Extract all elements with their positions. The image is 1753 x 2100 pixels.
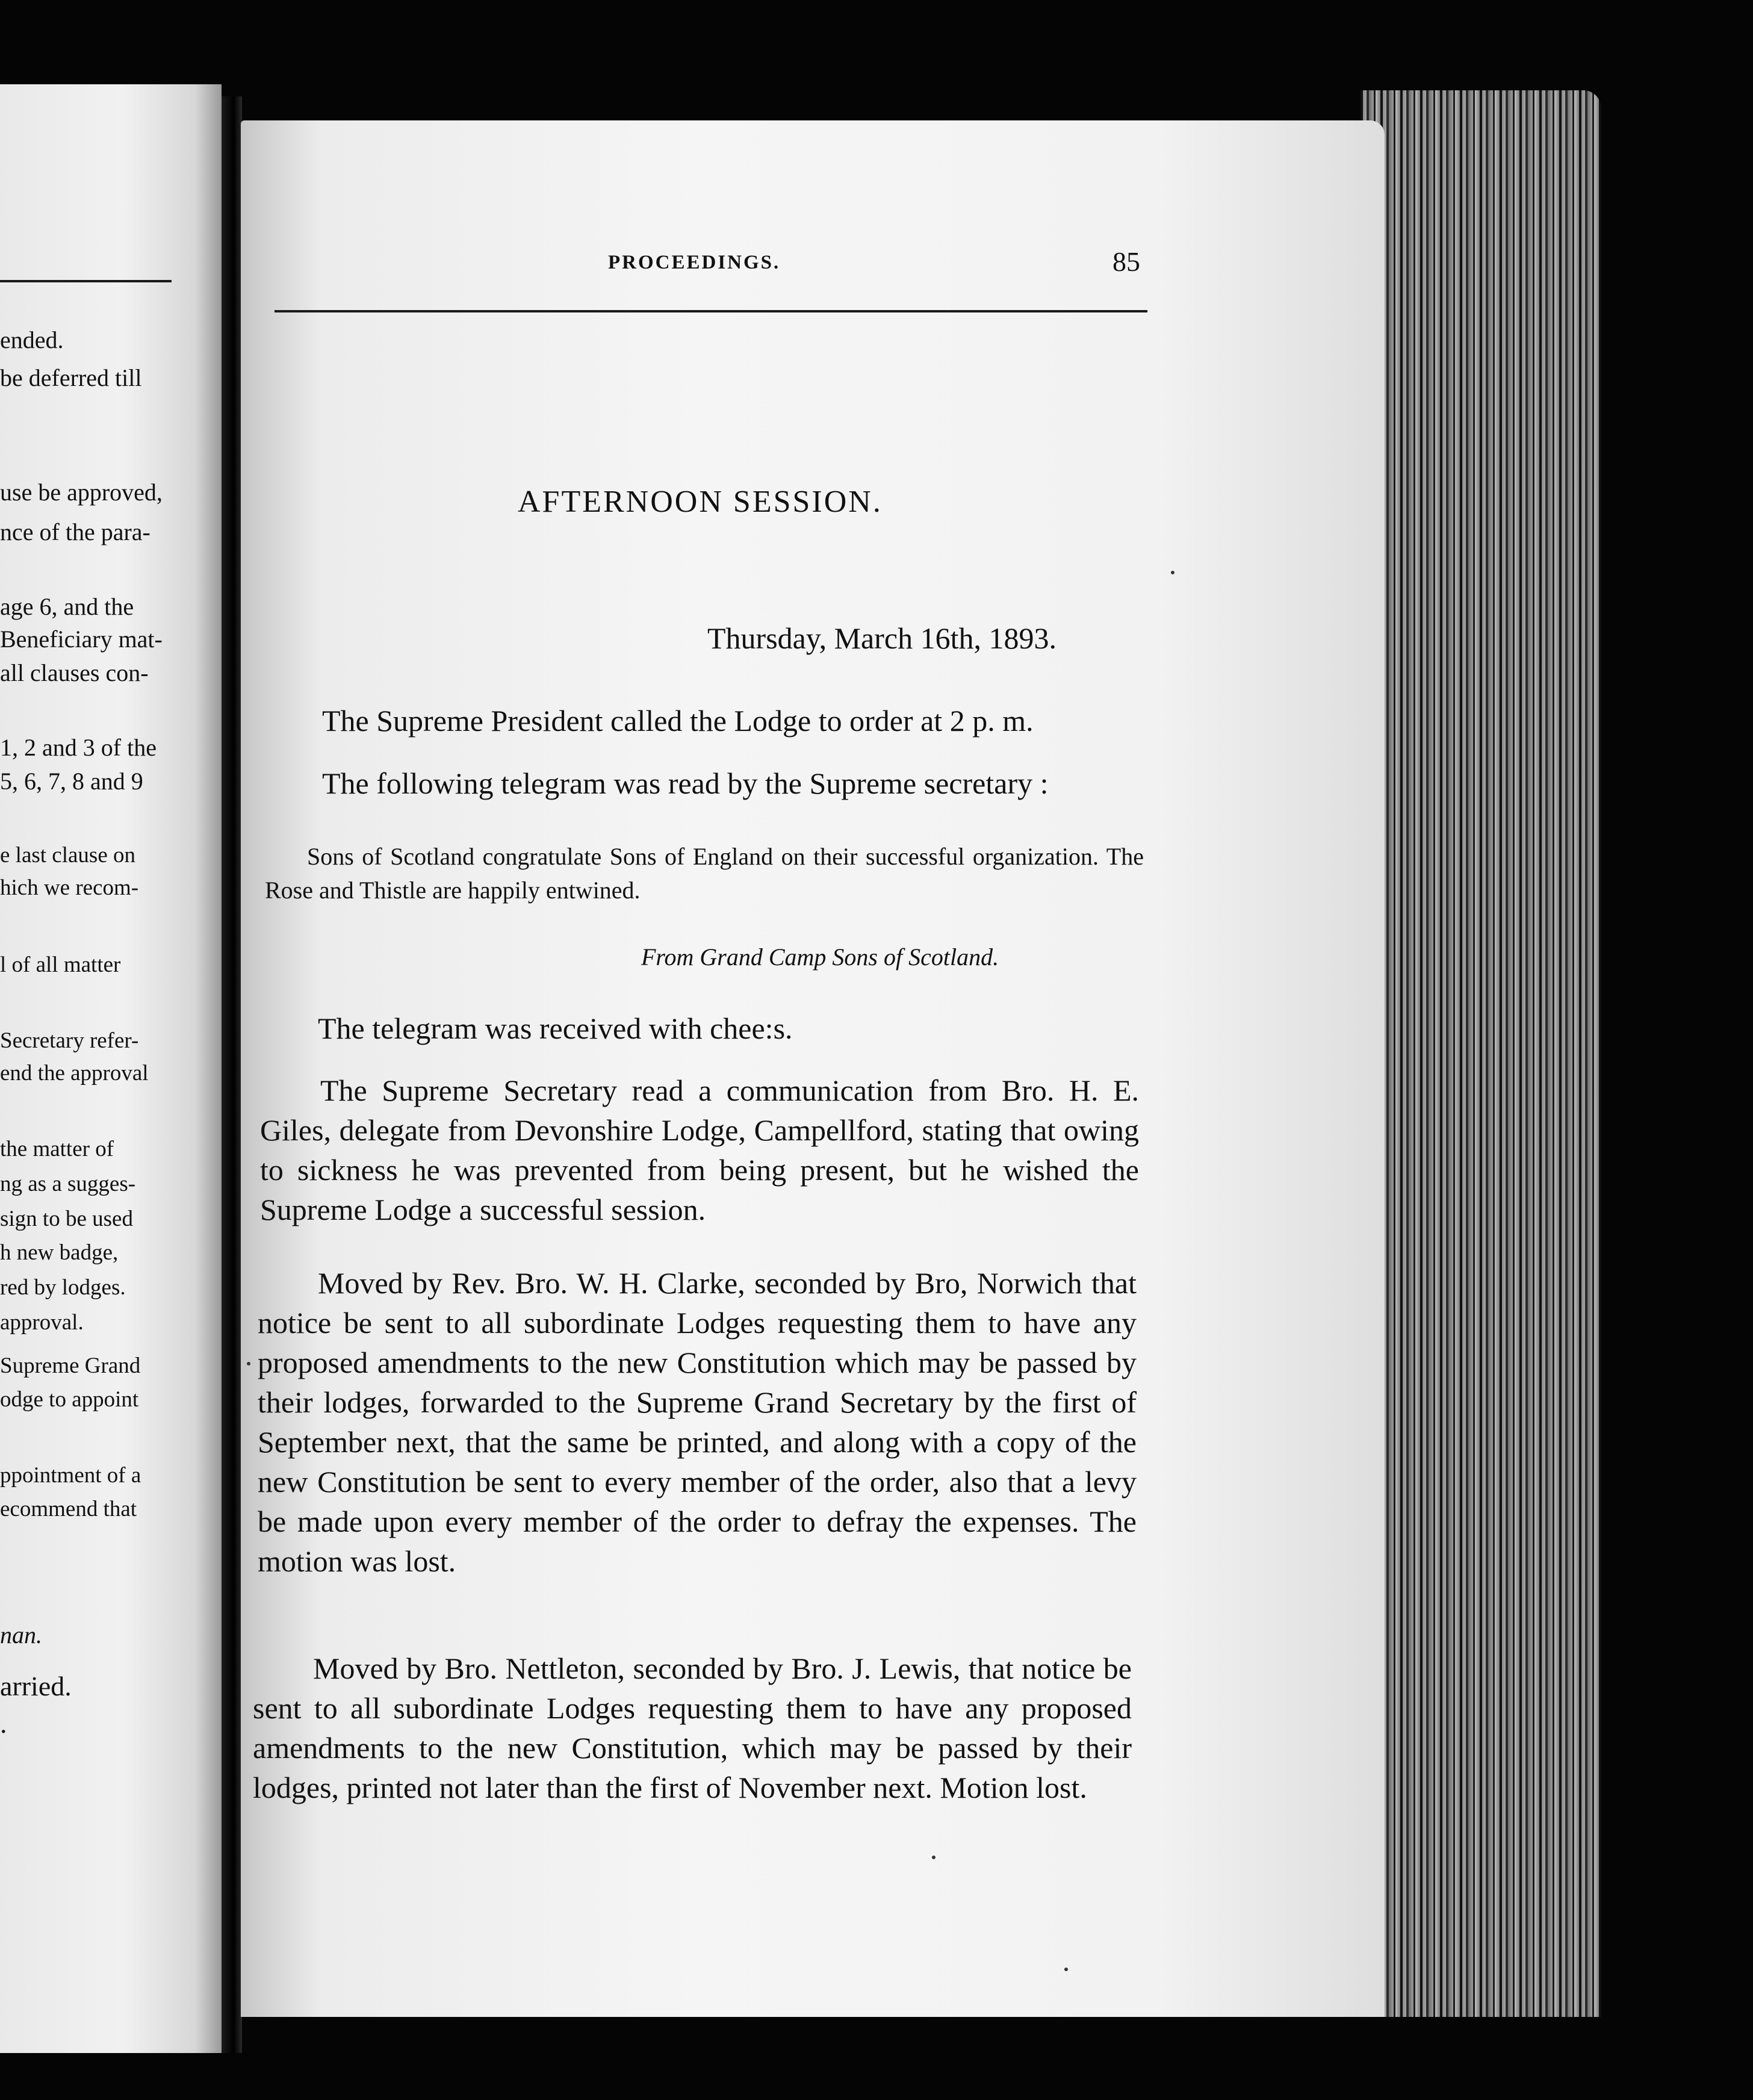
previous-page-line: arried.: [0, 1671, 72, 1701]
scan-speck: [247, 1362, 250, 1365]
paragraph-text: The Supreme Secretary read a communication from Bro. H. E. Giles, delegate from Devonshire Lodge, Campellford, stating that owing to sickness he was prevented from being present, but he wished the Supreme Lodge a successful session.: [260, 1073, 1139, 1226]
scan-speck: [932, 1856, 935, 1859]
paragraph-telegram-received: The telegram was received with chee:s.: [318, 1011, 793, 1045]
previous-page-line: .: [0, 1708, 7, 1739]
scan-speck: [1064, 1968, 1068, 1971]
previous-page-line: odge to appoint: [0, 1387, 139, 1412]
running-head: PROCEEDINGS.: [608, 252, 781, 273]
session-title: AFTERNOON SESSION.: [518, 485, 883, 519]
previous-page-line: ppointment of a: [0, 1463, 141, 1488]
book-gutter: [222, 96, 242, 2053]
previous-page-line: age 6, and the: [0, 593, 134, 620]
paragraph-clarke-motion: [258, 1263, 1137, 1581]
paragraph-telegram-intro: The following telegram was read by the Supreme secretary :: [322, 766, 1049, 800]
previous-page-line: Beneficiary mat-: [0, 626, 163, 653]
previous-page: [0, 84, 222, 2053]
paragraph-giles-letter: [260, 1070, 1139, 1229]
previous-page-line: Secretary refer-: [0, 1028, 139, 1053]
header-rule: [275, 310, 1147, 312]
previous-page-line: nce of the para-: [0, 518, 150, 545]
previous-page-line: h new badge,: [0, 1240, 119, 1265]
paragraph-text: Moved by Rev. Bro. W. H. Clarke, seconded by Bro, Norwich that notice be sent to all subordinate Lodges requesting them to have any proposed amendments to the new Constitution which may be passed by their lodges, forwarded to the Supreme Grand Secretary by the first of September next, that the same be printed, and along with a copy of the new Constitution be sent to every member of the order, also that a levy be made upon every member of the order to defray the expenses. The motion was lost.: [258, 1266, 1137, 1578]
paragraph-nettleton-motion: [253, 1648, 1132, 1807]
previous-page-line: hich we recom-: [0, 875, 139, 900]
session-date: Thursday, March 16th, 1893.: [707, 621, 1056, 655]
previous-page-line: ecommend that: [0, 1497, 137, 1521]
telegram-text: Sons of Scotland congratulate Sons of England on their successful organization. The Rose and Thistle are happily entwined.: [265, 843, 1144, 904]
page-number: 85: [1112, 246, 1140, 277]
paragraph-call-to-order: The Supreme President called the Lodge to order at 2 p. m.: [322, 704, 1034, 738]
previous-page-line: ended.: [0, 326, 64, 353]
previous-page-line: all clauses con-: [0, 659, 149, 686]
previous-page-line: use be approved,: [0, 479, 163, 506]
page-stack-edge: [1361, 90, 1601, 2017]
previous-page-line: approval.: [0, 1310, 84, 1335]
previous-page-line: end the approval: [0, 1061, 149, 1086]
previous-page-line: 5, 6, 7, 8 and 9: [0, 768, 143, 795]
telegram-attribution: From Grand Camp Sons of Scotland.: [641, 943, 999, 971]
previous-page-line: nan.: [0, 1621, 42, 1648]
scan-speck: [1171, 571, 1174, 574]
previous-page-line: the matter of: [0, 1137, 114, 1161]
previous-page-rule: [0, 280, 172, 282]
previous-page-line: e last clause on: [0, 843, 135, 868]
paragraph-text: Moved by Bro. Nettleton, seconded by Bro. J. Lewis, that notice be sent to all subordinate Lodges requesting them to have any proposed amendments to the new Constitution, which may be passed by their lodges, printed not later than the first of November next. Motion lost.: [253, 1651, 1132, 1804]
previous-page-line: red by lodges.: [0, 1275, 126, 1300]
previous-page-line: l of all matter: [0, 952, 121, 977]
previous-page-line: ng as a sugges-: [0, 1172, 136, 1196]
previous-page-line: be deferred till: [0, 364, 142, 391]
previous-page-line: sign to be used: [0, 1207, 133, 1231]
previous-page-line: 1, 2 and 3 of the: [0, 734, 157, 761]
previous-page-line: Supreme Grand: [0, 1353, 141, 1378]
